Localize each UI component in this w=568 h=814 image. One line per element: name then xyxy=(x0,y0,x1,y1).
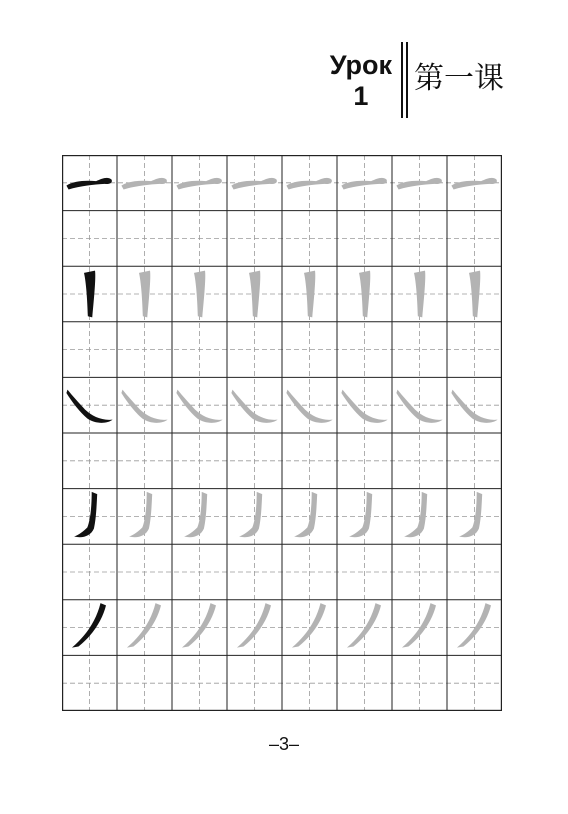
trace-stroke-shu-gou xyxy=(294,492,317,537)
trace-stroke-pie xyxy=(347,603,381,647)
page-header xyxy=(0,0,568,130)
trace-shu-gou-shape xyxy=(349,492,372,537)
lesson-number: 1 xyxy=(353,81,369,111)
header-divider-right xyxy=(406,42,408,118)
trace-stroke-pie xyxy=(182,603,216,647)
lesson-heading-russian xyxy=(330,50,392,112)
trace-stroke-pie xyxy=(402,603,436,647)
header-divider-left xyxy=(401,42,403,118)
model-stroke-pie xyxy=(72,603,106,647)
trace-stroke-pie xyxy=(127,603,161,647)
page-number: –3– xyxy=(268,734,300,754)
trace-stroke-pie xyxy=(292,603,326,647)
model-shu-shape xyxy=(84,271,95,318)
trace-pie-shape xyxy=(182,603,216,647)
trace-pie-shape xyxy=(457,603,491,647)
trace-pie-shape xyxy=(292,603,326,647)
model-pie-shape xyxy=(72,603,106,647)
trace-shu-gou-shape xyxy=(129,492,152,537)
trace-shu-shape xyxy=(194,271,205,318)
trace-pie-shape xyxy=(347,603,381,647)
trace-shu-gou-shape xyxy=(404,492,427,537)
stroke-practice-grid xyxy=(62,155,502,711)
trace-shu-gou-shape xyxy=(459,492,482,537)
trace-shu-shape xyxy=(139,271,150,318)
trace-stroke-pie xyxy=(237,603,271,647)
stroke-grid-canvas xyxy=(62,155,502,711)
trace-pie-shape xyxy=(237,603,271,647)
trace-pie-shape xyxy=(402,603,436,647)
trace-shu-gou-shape xyxy=(239,492,262,537)
trace-stroke-shu-gou xyxy=(459,492,482,537)
model-shu-gou-shape xyxy=(74,492,97,537)
trace-stroke-pie xyxy=(457,603,491,647)
lesson-title-chinese: 第一课 xyxy=(414,61,504,96)
trace-stroke-shu-gou xyxy=(184,492,207,537)
trace-stroke-shu-gou xyxy=(404,492,427,537)
lesson-word: Урок xyxy=(329,50,392,80)
model-stroke-shu-gou xyxy=(74,492,97,537)
trace-stroke-shu xyxy=(139,271,150,318)
trace-shu-gou-shape xyxy=(184,492,207,537)
trace-stroke-shu-gou xyxy=(349,492,372,537)
trace-stroke-shu-gou xyxy=(239,492,262,537)
trace-pie-shape xyxy=(127,603,161,647)
trace-stroke-shu xyxy=(194,271,205,318)
trace-shu-gou-shape xyxy=(294,492,317,537)
model-stroke-shu xyxy=(84,271,95,318)
trace-stroke-shu-gou xyxy=(129,492,152,537)
